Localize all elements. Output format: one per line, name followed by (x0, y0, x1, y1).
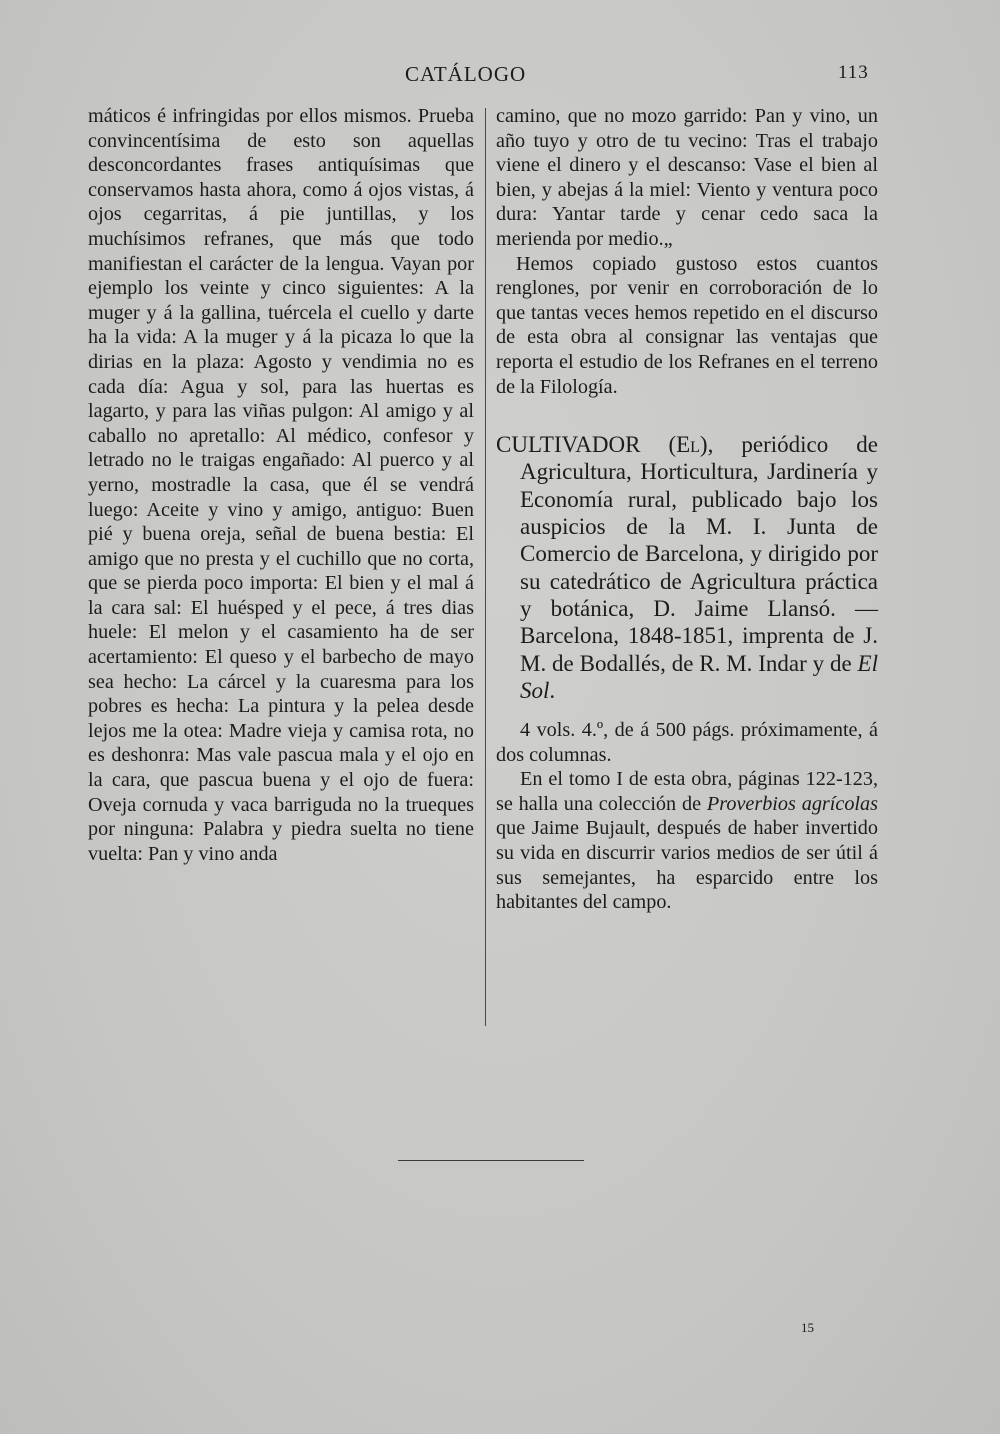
entry-note (496, 767, 878, 915)
signature-mark: 15 (801, 1320, 814, 1335)
entry-note-after: que Jaime Bujault, después de haber invertido su vida en discurrir varios medios de ser útil á sus semejantes, ha esparcido entre los habitantes del campo. (496, 817, 878, 914)
entry-body: , periódico de Agricultura, Horticultura, Jardinería y Economía rural, publicado bajo los auspicios de la M. I. Junta de Comercio de Barcelona, y dirigido por su catedrático de Agricultura práctica y botánica, D. Jaime Llansó. — Barcelona, 1848-1851, imprenta de J. M. de Bodallés, de R. M. Indar y de (520, 432, 878, 676)
physical-description: 4 vols. 4.º, de á 500 págs. próximamente, á dos columnas. (496, 719, 878, 766)
commentary-paragraph: Hemos copiado gustoso estos cuantos renglones, por venir en corroboración de lo que tantas veces hemos repetido en el discurso de esta obra al consignar las ventajas que reporta el estudio de los Refranes en el terreno de la Filología. (496, 252, 878, 398)
entry-end: . (549, 677, 556, 703)
right-column (496, 104, 878, 915)
bottom-rule (398, 1160, 584, 1161)
left-column (88, 104, 474, 866)
page-number: 113 (838, 62, 869, 83)
continuation-text: camino, que no mozo garrido: Pan y vino, un año tuyo y otro de tu vecino: Tras el trabajo viene el dinero y el descanso: Vase el bien al bien, y abejas á la miel: Viento y ventura poco dura: Yantar tarde y cenar cedo saca la merienda por medio.„ (496, 105, 878, 250)
running-title: CATÁLOGO (405, 62, 527, 86)
column-divider (485, 108, 486, 1026)
entry-note-italic: Proverbios agrícolas (706, 792, 878, 815)
left-column-text: máticos é infringidas por ellos mismos. Prueba convincentísima de esto son aquellas desconcordantes frases antiquísimas que conservamos hasta ahora, como á ojos vistas, á ojos cegarritas, á pie juntillas, y los muchísimos refranes, que más que todo manifiestan el carácter de la lengua. Vayan por ejemplo los veinte y cinco siguientes: A la muger y á la gallina, tuércela el cuello y darte ha la vida: A la muger y á la picaza lo que la dirias en la plaza: Agosto y vendimia no es cada día: Agua y sol, para las huertas es lagarto, y para las viñas pulgon: Al amigo y al caballo no apretallo: Al médico, confesor y letrado no le traigas engañado: Al puerco y al yerno, mostradle la casa, que él se vendrá luego: Aceite y vino y amigo, antiguo: Buen pié y buena oreja, señal de buena bestia: El amigo que no presta y el cuchillo que no corta, que se pierda poco importa: El bien y el mal á la cara sal: El huésped y el pece, á tres dias huele: El melon y el casamiento ha de ser acertamiento: El queso y el barbecho de mayo sea hecho: La cárcel y la cuaresma para los pobres es hecha: La pintura y la pelea desde lejos me la otea: Madre vieja y camisa rota, no es deshonra: Mas vale pascua mala y el ojo en la cara, que pascua buena y el ojo de fuera: Oveja cornuda y vaca barriguda no la trueques por ninguna: Palabra y piedra suelta no tiene vuelta: Pan y vino anda (88, 105, 474, 865)
entry-title-italic: El Sol (520, 650, 878, 703)
catalog-entry (496, 431, 878, 704)
entry-heading: CULTIVADOR (496, 432, 641, 458)
entry-article: (El) (668, 432, 708, 458)
running-head (0, 62, 1000, 92)
entry-note-before: En el tomo I de esta obra, páginas 122-123, se halla una colección de (496, 768, 878, 815)
